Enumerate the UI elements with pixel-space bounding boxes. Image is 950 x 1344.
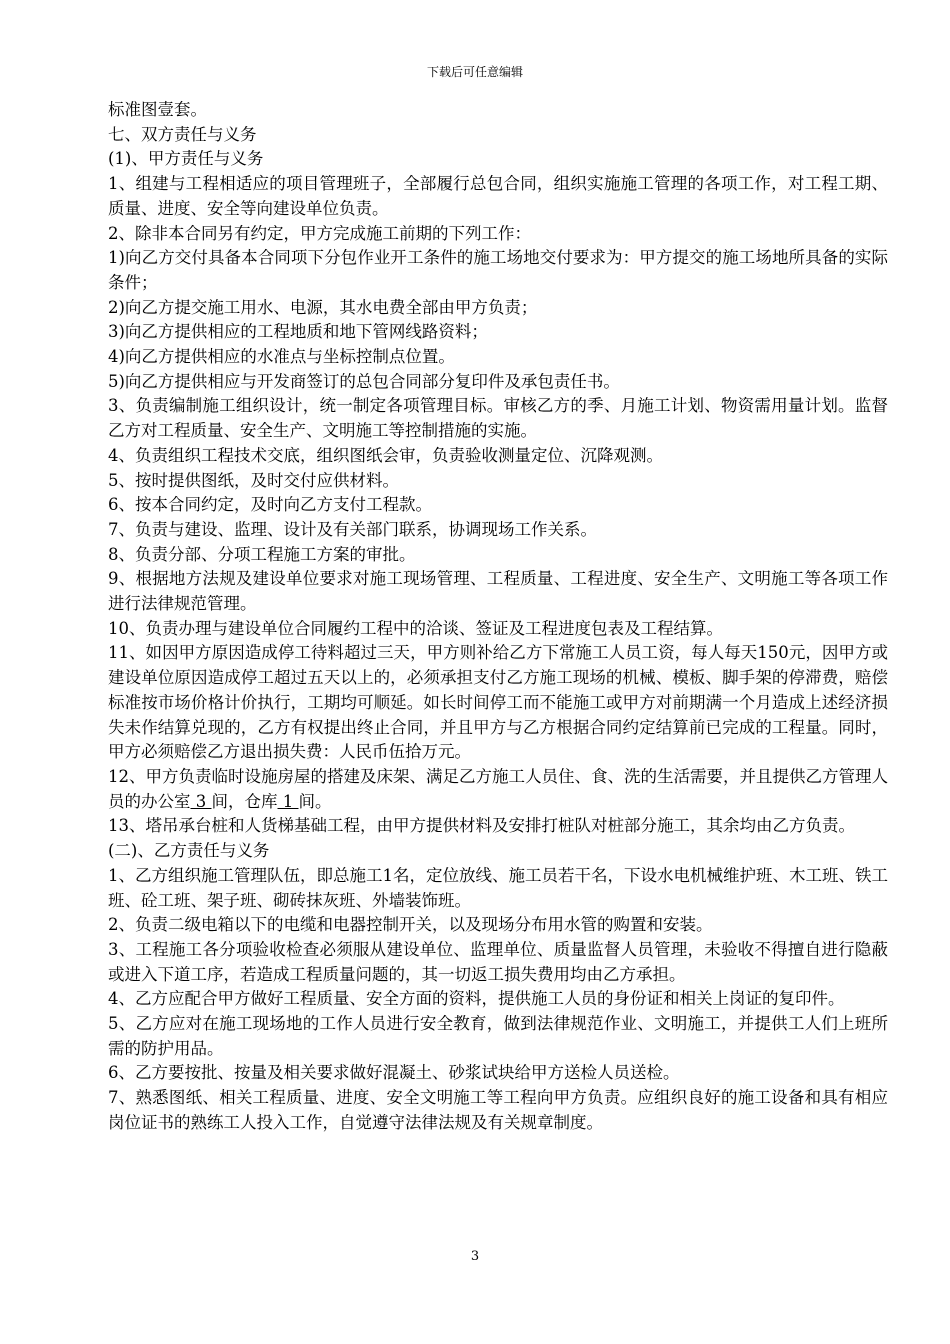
paragraph: 3、工程施工各分项验收检查必须服从建设单位、监理单位、质量监督人员管理，未验收不得擅自进行隐蔽或进入下道工序，若造成工程质量问题的，其一切返工损失费用均由乙方承担。 [108, 939, 888, 984]
paragraph: 5、按时提供图纸，及时交付应供材料。 [108, 470, 399, 490]
p12-before: 12、甲方负责临时设施房屋的搭建及床架、满足乙方施工人员住、食、洗的生活需要，并且提供乙方管理人员的办公室 [108, 766, 888, 811]
paragraph: 2、除非本合同另有约定，甲方完成施工前期的下列工作： [108, 223, 531, 243]
paragraph: 2、负责二级电箱以下的电缆和电器控制开关，以及现场分布用水管的购置和安装。 [108, 915, 713, 935]
page-number: 3 [470, 1249, 480, 1264]
document-body [108, 98, 888, 1136]
paragraph: 3)向乙方提供相应的工程地质和地下管网线路资料； [108, 322, 488, 342]
office-count: 3 [190, 791, 212, 811]
paragraph: 4)向乙方提供相应的水准点与坐标控制点位置。 [108, 347, 455, 367]
subsection-heading: (二)、乙方责任与义务 [108, 841, 270, 861]
page-header: 下载后可任意编辑 [426, 65, 523, 79]
paragraph: 1、组建与工程相适应的项目管理班子，全部履行总包合同，组织实施施工管理的各项工作，对工程工期、质量、进度、安全等向建设单位负责。 [108, 174, 888, 218]
paragraph: 标准图壹套。 [108, 100, 207, 119]
paragraph: 8、负责分部、分项工程施工方案的审批。 [108, 544, 416, 564]
section-heading: 七、双方责任与义务 [108, 124, 257, 144]
paragraph: 6、乙方要按批、按量及相关要求做好混凝土、砂浆试块给甲方送检人员送检。 [108, 1063, 680, 1083]
subsection-heading: (1)、甲方责任与义务 [108, 149, 264, 169]
p12-middle: 间，仓库 [211, 791, 278, 811]
paragraph: 3、负责编制施工组织设计，统一制定各项管理目标。审核乙方的季、月施工计划、物资需用量计划。监督乙方对工程质量、安全生产、文明施工等控制措施的实施。 [108, 396, 888, 441]
paragraph: 10、负责办理与建设单位合同履约工程中的洽谈、签证及工程进度包表及工程结算。 [108, 618, 723, 638]
paragraph: 4、负责组织工程技术交底，组织图纸会审，负责验收测量定位、沉降观测。 [108, 445, 663, 465]
paragraph-12 [108, 765, 888, 814]
paragraph: 9、根据地方法规及建设单位要求对施工现场管理、工程质量、工程进度、安全生产、文明施工等各项工作进行法律规范管理。 [108, 569, 888, 614]
paragraph: 7、熟悉图纸、相关工程质量、进度、安全文明施工等工程向甲方负责。应组织良好的施工设备和具有相应岗位证书的熟练工人投入工作，自觉遵守法律法规及有关规章制度。 [108, 1088, 888, 1132]
paragraph: 1)向乙方交付具备本合同项下分包作业开工条件的施工场地交付要求为：甲方提交的施工场地所具备的实际条件； [108, 248, 888, 292]
paragraph: 2)向乙方提交施工用水、电源，其水电费全部由甲方负责； [108, 297, 538, 317]
paragraph: 6、按本合同约定，及时向乙方支付工程款。 [108, 495, 432, 515]
paragraph: 5)向乙方提供相应与开发商签订的总包合同部分复印件及承包责任书。 [108, 371, 620, 391]
paragraph: 1、乙方组织施工管理队伍，即总施工1名，定位放线、施工员若干名，下设水电机械维护班、木工班、铁工班、砼工班、架子班、砌砖抹灰班、外墙装饰班。 [108, 865, 888, 910]
paragraph: 5、乙方应对在施工现场地的工作人员进行安全教育，做到法律规范作业、文明施工，并提供工人们上班所需的防护用品。 [108, 1014, 888, 1058]
paragraph: 11、如因甲方原因造成停工待料超过三天，甲方则补给乙方下常施工人员工资，每人每天150元，因甲方或建设单位原因造成停工超过五天以上的，必须承担支付乙方施工现场的机械、模板、脚手架的停滞费，赔偿标准按市场价格计价执行，工期均可顺延。如长时间停工而不能施工或甲方对前期满一个月造成上述经济损失未作结算兑现的，乙方有权提出终止合同，并且甲方与乙方根据合同约定结算前已完成的工程量。同时，甲方必须赔偿乙方退出损失费：人民币伍拾万元。 [108, 643, 888, 762]
paragraph: 7、负责与建设、监理、设计及有关部门联系，协调现场工作关系。 [108, 519, 597, 539]
paragraph: 4、乙方应配合甲方做好工程质量、安全方面的资料，提供施工人员的身份证和相关上岗证的复印件。 [108, 989, 845, 1009]
p12-after: 间。 [298, 791, 332, 811]
warehouse-count: 1 [277, 791, 299, 811]
paragraph: 13、塔吊承台桩和人货梯基础工程，由甲方提供材料及安排打桩队对桩部分施工，其余均由乙方负责。 [108, 816, 855, 836]
